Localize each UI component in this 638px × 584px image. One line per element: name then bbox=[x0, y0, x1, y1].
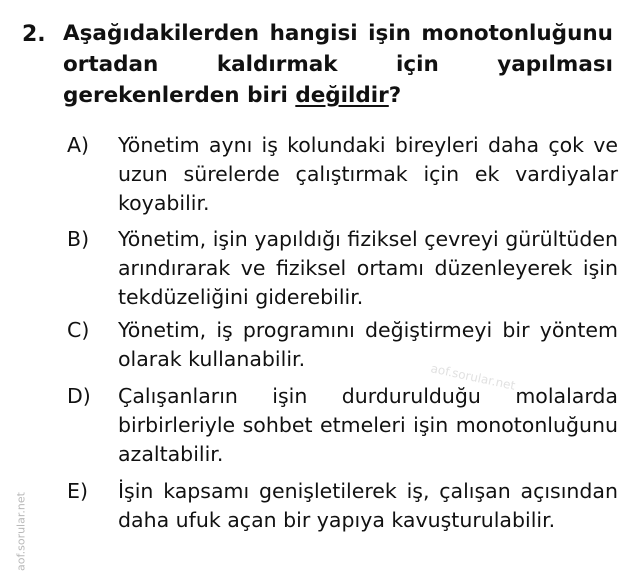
side-watermark: aof.sorular.net bbox=[14, 492, 28, 571]
option-text: Çalışanların işin durdurulduğu molalarda birbirleriyle sohbet etmeleri işin monotonluğunu azaltabilir. bbox=[118, 384, 618, 466]
question-stem-end: ? bbox=[388, 83, 402, 108]
center-watermark: aof.sorular.net bbox=[429, 361, 517, 393]
option-letter: A) bbox=[67, 133, 90, 157]
question-stem-text: Aşağıdakilerden hangisi işin monotonluğunu ortadan kaldırmak için yapılması gerekenlerden biri bbox=[63, 21, 613, 108]
option-text: Yönetim aynı iş kolundaki bireyleri daha çok ve uzun sürelerde çalıştırmak için ek vardiyalar koyabilir. bbox=[118, 133, 618, 215]
question-number: 2. bbox=[22, 22, 46, 47]
option-letter: D) bbox=[67, 384, 91, 408]
option-text: İşin kapsamı genişletilerek iş, çalışan açısından daha ufuk açan bir yapıya kavuşturulabilir. bbox=[118, 479, 618, 532]
question-stem bbox=[63, 18, 613, 111]
option-text: Yönetim, iş programını değiştirmeyi bir yöntem olarak kullanabilir. bbox=[118, 318, 618, 371]
option-text: Yönetim, işin yapıldığı fiziksel çevreyi gürültüden arındırarak ve fiziksel ortamı düzenleyerek işin tekdüzeliğini giderebilir. bbox=[118, 227, 618, 309]
option-letter: B) bbox=[67, 227, 90, 251]
question-stem-underlined: değildir bbox=[295, 83, 389, 108]
option-letter: E) bbox=[67, 479, 88, 503]
option-letter: C) bbox=[67, 318, 90, 342]
